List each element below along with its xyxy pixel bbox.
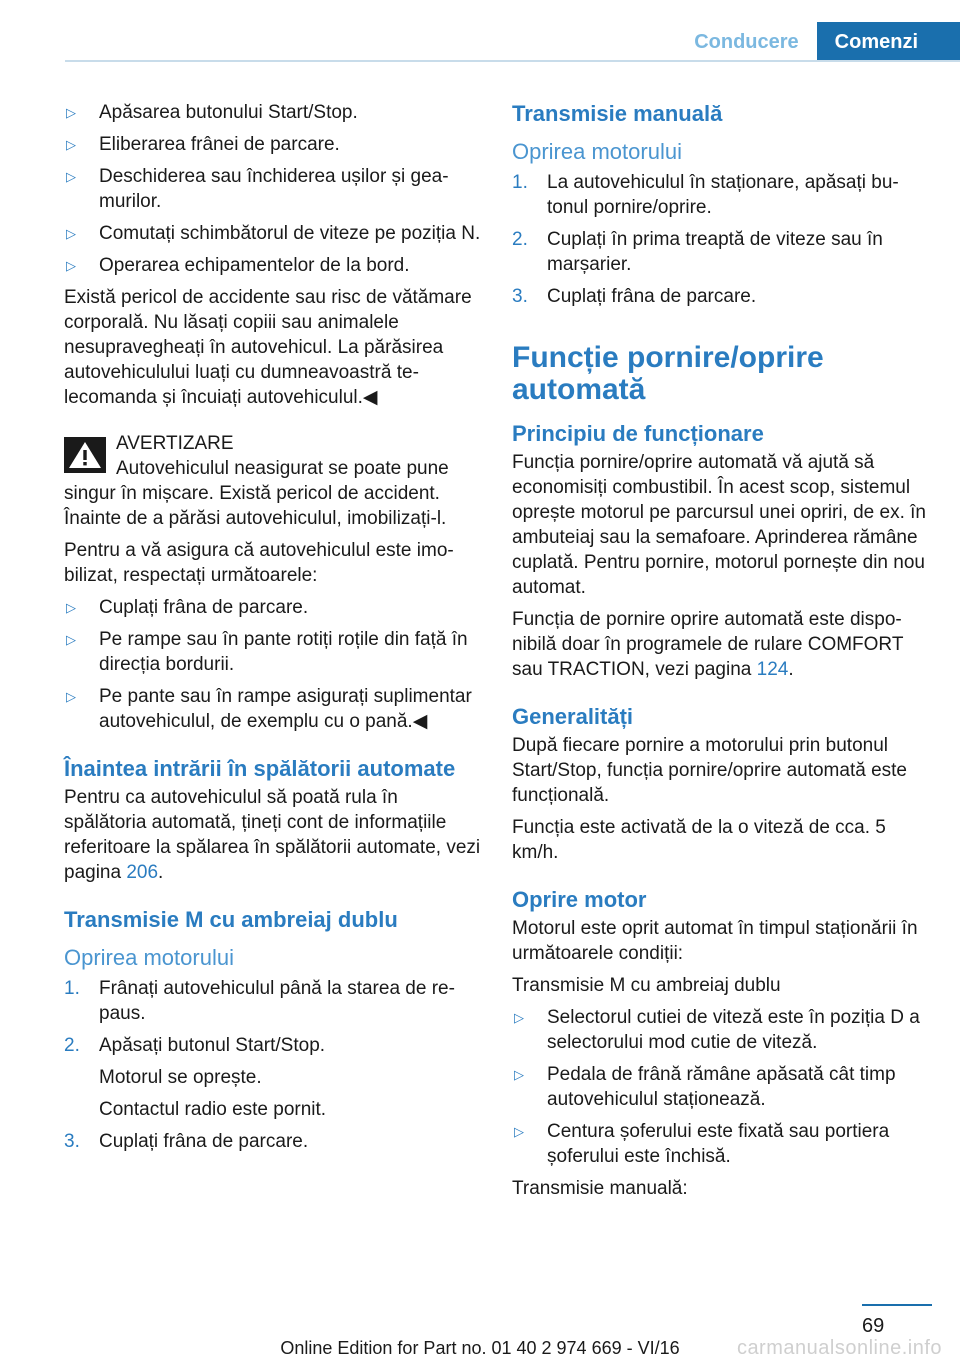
paragraph-immobilize: Pentru a vă asigura că autovehiculul este imobilizat, respectați următoarele:: [64, 540, 454, 586]
bullet-triangle-icon: ▷: [66, 169, 76, 184]
heading-principle: Principiu de funcționare: [512, 421, 764, 446]
step-note: Contactul radio este pornit.: [99, 1099, 327, 1120]
heading-car-wash: Înaintea intrării în spălătorii automate: [64, 756, 456, 781]
paragraph-danger: Există pericol de accidente sau risc de vătămare corporală. Nu lăsați copiii sau animalele nesupravegheați în autovehicul. La părăsirea autovehiculului luați cu dumneavoastră telecomanda și încuiați autovehiculul.◀: [64, 287, 472, 408]
heading-manual-transmission: Transmisie manuală: [512, 101, 723, 126]
bullet-triangle-icon: ▷: [514, 1010, 524, 1025]
bullet-triangle-icon: ▷: [514, 1124, 524, 1139]
watermark: carmanualsonline.info: [736, 1337, 942, 1359]
section-title-auto-start-stop: Funcție pornire/oprire automată: [512, 341, 824, 406]
page-number-rule: [862, 1304, 932, 1306]
paragraph-general-2: Funcția este activată de la o viteză de cca. 5 km/h.: [512, 817, 886, 863]
paragraph-availability: Funcția de pornire oprire automată este disponibilă doar în programele de rulare COMFORT sau TRACTION, vezi pagina 124.: [512, 609, 904, 680]
bullet-triangle-icon: ▷: [66, 689, 76, 704]
step-note: Motorul se oprește.: [99, 1067, 262, 1088]
list-item: ▷ Apăsarea butonului Start/Stop.: [66, 102, 358, 123]
list-item: 2. Cuplați în prima treaptă de viteze sau în marșarier.: [512, 229, 883, 275]
left-column: [64, 100, 482, 1161]
footer-edition: Online Edition for Part no. 01 40 2 974 669 - VI/16: [280, 1338, 680, 1358]
heading-engine-stop: Oprirea motorului: [64, 945, 234, 970]
bullet-triangle-icon: ▷: [66, 632, 76, 647]
list-item: ▷ Pe rampe sau în pante rotiți roțile din față în direcția bordurii.: [66, 629, 468, 675]
paragraph-general-1: După fiecare pornire a motorului prin butonul Start/Stop, funcția pornire/oprire automată este funcțională.: [512, 735, 907, 806]
tab-comenzi[interactable]: Comenzi: [817, 22, 960, 62]
paragraph-car-wash: Pentru ca autovehiculul să poată rula în spălătoria automată, țineți cont de informațiile referitoare la spălarea în spălătorii automate, vezi pagina 206.: [64, 787, 481, 883]
paragraph-manual: Transmisie manuală:: [512, 1178, 688, 1199]
bullet-triangle-icon: ▷: [66, 258, 76, 273]
page-number: 69: [862, 1315, 885, 1337]
tab-conducere[interactable]: Conducere: [694, 31, 799, 53]
warning-box: [64, 431, 482, 531]
list-item: ▷ Pedala de frână rămâne apăsată cât timp autovehiculul staționează.: [514, 1064, 896, 1110]
bullet-triangle-icon: ▷: [66, 137, 76, 152]
bullet-triangle-icon: ▷: [66, 105, 76, 120]
page-link-124[interactable]: 124: [756, 659, 789, 680]
list-item: 1. Frânați autovehiculul până la starea de repaus.: [64, 978, 455, 1024]
paragraph-mdct: Transmisie M cu ambreiaj dublu: [512, 975, 781, 996]
list-item: 2. Apăsați butonul Start/Stop.: [64, 1035, 326, 1056]
header-divider: [65, 60, 960, 62]
list-item: 3. Cuplați frâna de parcare.: [64, 1131, 309, 1152]
list-item: ▷ Cuplați frâna de parcare.: [66, 597, 309, 618]
paragraph-engine-off: Motorul este oprit automat în timpul staționării în următoarele condiții:: [512, 918, 918, 964]
list-item: ▷ Selectorul cutiei de viteză este în poziția D a selectorului mod cutie de viteză.: [514, 1007, 920, 1053]
right-column: [512, 100, 932, 1208]
warning-title: AVERTIZARE: [116, 433, 234, 454]
heading-engine-stop-manual: Oprirea motorului: [512, 139, 682, 164]
warning-icon: [64, 437, 106, 473]
list-item: ▷ Eliberarea frânei de parcare.: [66, 134, 340, 155]
bullet-triangle-icon: ▷: [514, 1067, 524, 1082]
heading-m-transmission: Transmisie M cu ambreiaj dublu: [64, 907, 398, 932]
list-item: ▷ Centura șoferului este fixată sau portiera șoferului este închisă.: [514, 1121, 890, 1167]
list-item: ▷ Operarea echipamentelor de la bord.: [66, 255, 410, 276]
list-item: ▷ Comutați schimbătorul de viteze pe poziția N.: [66, 223, 481, 244]
page-link-206[interactable]: 206: [126, 862, 159, 883]
list-item: 3. Cuplați frâna de parcare.: [512, 286, 757, 307]
list-item: ▷ Deschiderea sau închiderea ușilor și geamurilor.: [66, 166, 449, 212]
bullet-triangle-icon: ▷: [66, 600, 76, 615]
header-tabs: [676, 22, 960, 62]
heading-engine-off: Oprire motor: [512, 887, 647, 912]
warning-text: Autovehiculul neasigurat se poate pune singur în mișcare. Există pericol de accident. Înainte de a părăsi autovehiculul, imobilizați-l.: [64, 458, 449, 529]
heading-general: Generalități: [512, 704, 634, 729]
list-item: ▷ Pe pante sau în rampe asigurați suplimentar autovehiculul, de exemplu cu o pană.◀: [66, 686, 472, 732]
list-item: 1. La autovehiculul în staționare, apăsați butonul pornire/oprire.: [512, 172, 899, 218]
bullet-triangle-icon: ▷: [66, 226, 76, 241]
paragraph-principle: Funcția pornire/oprire automată vă ajută să economisiți combustibil. În acest scop, sistemul oprește motorul pe parcursul unei opriri, de ex. în ambuteiaj sau la semafoare. Aprinderea rămâne cuplată. Pentru pornire, motorul pornește din nou automat.: [512, 452, 926, 598]
